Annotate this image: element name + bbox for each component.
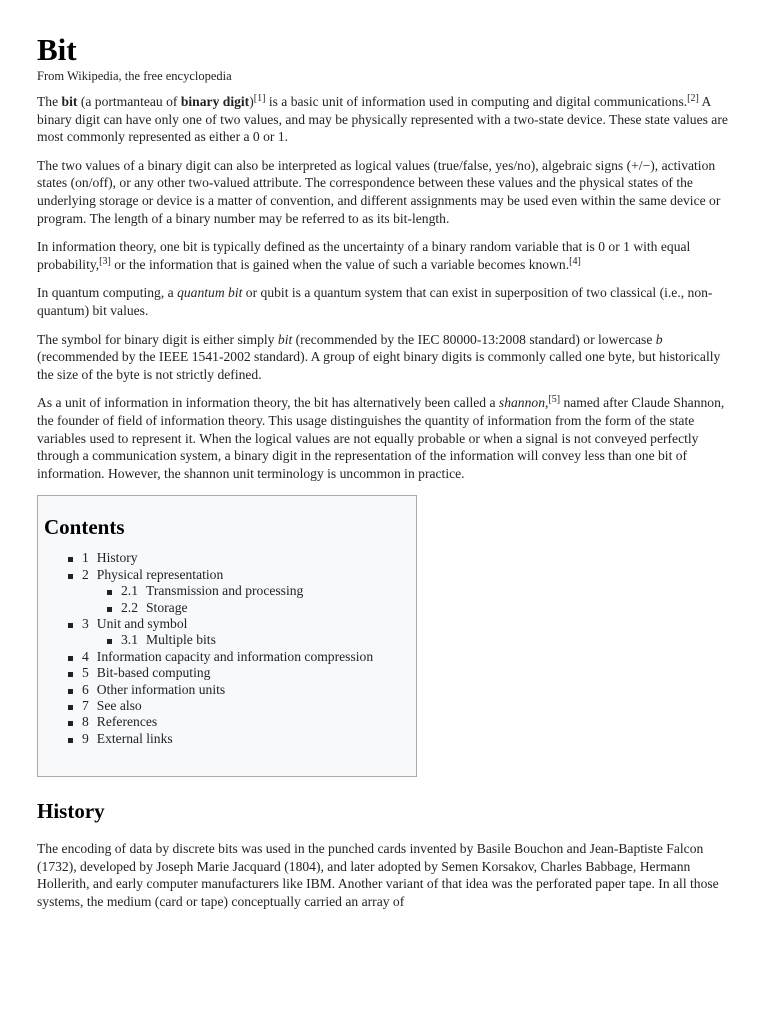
- toc-item-physical-representation[interactable]: [44, 567, 408, 583]
- reference-link-4[interactable]: [4]: [569, 255, 581, 267]
- reference-link-3[interactable]: [3]: [99, 255, 111, 267]
- toc-number: 7: [82, 697, 89, 713]
- toc-item-references[interactable]: [44, 714, 408, 730]
- reference-link-1[interactable]: [1]: [253, 93, 266, 104]
- text-run: The: [37, 94, 62, 109]
- toc-item-unit-and-symbol[interactable]: [44, 616, 408, 632]
- intro-paragraph-5: [37, 331, 733, 384]
- text-run: or the information that is gained when the value of such a variable becomes known.: [110, 256, 570, 272]
- toc-title: Contents: [44, 515, 125, 540]
- toc-item-bit-based-computing[interactable]: [44, 665, 408, 681]
- toc-label: Transmission and processing: [146, 583, 304, 599]
- text-run: ): [249, 94, 254, 109]
- toc-label: History: [96, 550, 138, 566]
- toc-number: 4: [82, 648, 89, 664]
- toc-number: 9: [82, 730, 89, 746]
- toc-list: [44, 550, 408, 747]
- bold-term-binary-digit: binary digit: [180, 94, 250, 109]
- toc-label: See also: [96, 697, 142, 713]
- intro-paragraph-3: [37, 238, 733, 273]
- reference-link-2[interactable]: [2]: [687, 93, 699, 104]
- toc-label: Storage: [146, 599, 188, 615]
- text-run: (recommended by the IEC 80000-13:2008 standard) or lowercase: [292, 331, 656, 347]
- text-run: (a portmanteau of: [77, 94, 181, 109]
- toc-label: Unit and symbol: [96, 615, 188, 631]
- text-run: A binary digit can have only one of two values, and may be physically represented with a two-state device. These state values are most commonly represented as either a 0 or 1.: [37, 94, 728, 145]
- toc-label: Physical representation: [96, 566, 224, 582]
- toc-label: External links: [96, 730, 173, 746]
- table-of-contents: [37, 495, 417, 777]
- intro-paragraph-2: The two values of a binary digit can also be interpreted as logical values (true/false, yes/no), algebraic signs (+/−), activation states (on/off), or any other two-valued attribute. The correspondence between these values and the physical states of the underlying storage or device is a matter of convention, and different assignments may be used even within the same device or program. The length of a binary number may be referred to as its bit-length.: [37, 157, 721, 226]
- intro-paragraph-4: [37, 284, 733, 319]
- toc-number: 6: [82, 681, 89, 697]
- toc-item-external-links[interactable]: [44, 731, 408, 747]
- text-run: or qubit is a quantum system that can exist in superposition of two classical (i.e., non-quantum) bit values.: [37, 285, 713, 318]
- toc-label: Information capacity and information compression: [96, 648, 374, 664]
- toc-number: 5: [82, 665, 89, 681]
- toc-number: 3: [82, 615, 89, 631]
- text-run: In information theory, one bit is typically defined as the uncertainty of a binary random variable that is 0 or 1 with equal probability,: [37, 239, 691, 272]
- bold-term-bit: bit: [61, 94, 78, 109]
- toc-item-see-also[interactable]: [44, 698, 408, 714]
- toc-item-multiple-bits[interactable]: [44, 632, 408, 648]
- italic-term-b: b: [655, 331, 663, 347]
- history-paragraph-1: The encoding of data by discrete bits was used in the punched cards invented by Basile Bouchon and Jean-Baptiste Falcon (1732), developed by Joseph Marie Jacquard (1804), and later adopted by Semen Korsakov, Charles Babbage, Hermann Hollerith, and early computer manufacturers like IBM. Another variant of that idea was the perforated paper tape. In all those systems, the medium (card or tape) conceptually carried an array of: [37, 841, 719, 910]
- toc-item-other-information-units[interactable]: [44, 682, 408, 698]
- text-run: In quantum computing, a: [37, 285, 178, 301]
- toc-label: Bit-based computing: [96, 665, 211, 681]
- italic-term-shannon: shannon: [498, 395, 545, 411]
- toc-item-information-capacity[interactable]: [44, 649, 408, 665]
- toc-number: 2.2: [121, 599, 138, 615]
- text-run: named after Claude Shannon, the founder of field of information theory. This usage distinguishes the quantity of information from the form of the state variables used to represent it. When the logical values are not equally probable or when a signal is not conveyed perfectly through a communication system, a binary digit in the representation of the information will convey less than one bit of information. However, the shannon unit terminology is uncommon in practice.: [37, 395, 725, 481]
- toc-label: References: [96, 714, 158, 730]
- text-run: The symbol for binary digit is either simply: [37, 331, 278, 347]
- intro-paragraph-6: [37, 394, 733, 482]
- reference-link-5[interactable]: [5]: [548, 394, 561, 406]
- toc-label: Multiple bits: [146, 632, 216, 648]
- intro-paragraph-1: [37, 93, 733, 146]
- site-tagline: From Wikipedia, the free encyclopedia: [37, 69, 232, 83]
- italic-term-bit: bit: [277, 331, 293, 347]
- toc-number: 1: [82, 550, 89, 566]
- toc-number: 8: [82, 714, 89, 730]
- text-run: (recommended by the IEEE 1541-2002 standard). A group of eight binary digits is commonly called one byte, but historically the size of the byte is not strictly defined.: [37, 349, 721, 382]
- toc-number: 2.1: [121, 583, 138, 599]
- toc-item-storage[interactable]: [44, 600, 408, 616]
- text-run: ,: [545, 395, 549, 411]
- toc-item-history[interactable]: [44, 550, 408, 566]
- section-heading-history: History: [37, 799, 105, 824]
- text-run: As a unit of information in information theory, the bit has alternatively been called a: [37, 395, 499, 411]
- toc-item-transmission-and-processing[interactable]: [44, 583, 408, 599]
- toc-label: Other information units: [96, 681, 226, 697]
- article: [37, 33, 733, 911]
- text-run: is a basic unit of information used in computing and digital communications.: [265, 94, 688, 109]
- page-title: Bit: [37, 32, 77, 67]
- toc-number: 2: [82, 566, 89, 582]
- toc-number: 3.1: [121, 632, 138, 648]
- italic-term-quantum-bit: quantum bit: [177, 285, 243, 301]
